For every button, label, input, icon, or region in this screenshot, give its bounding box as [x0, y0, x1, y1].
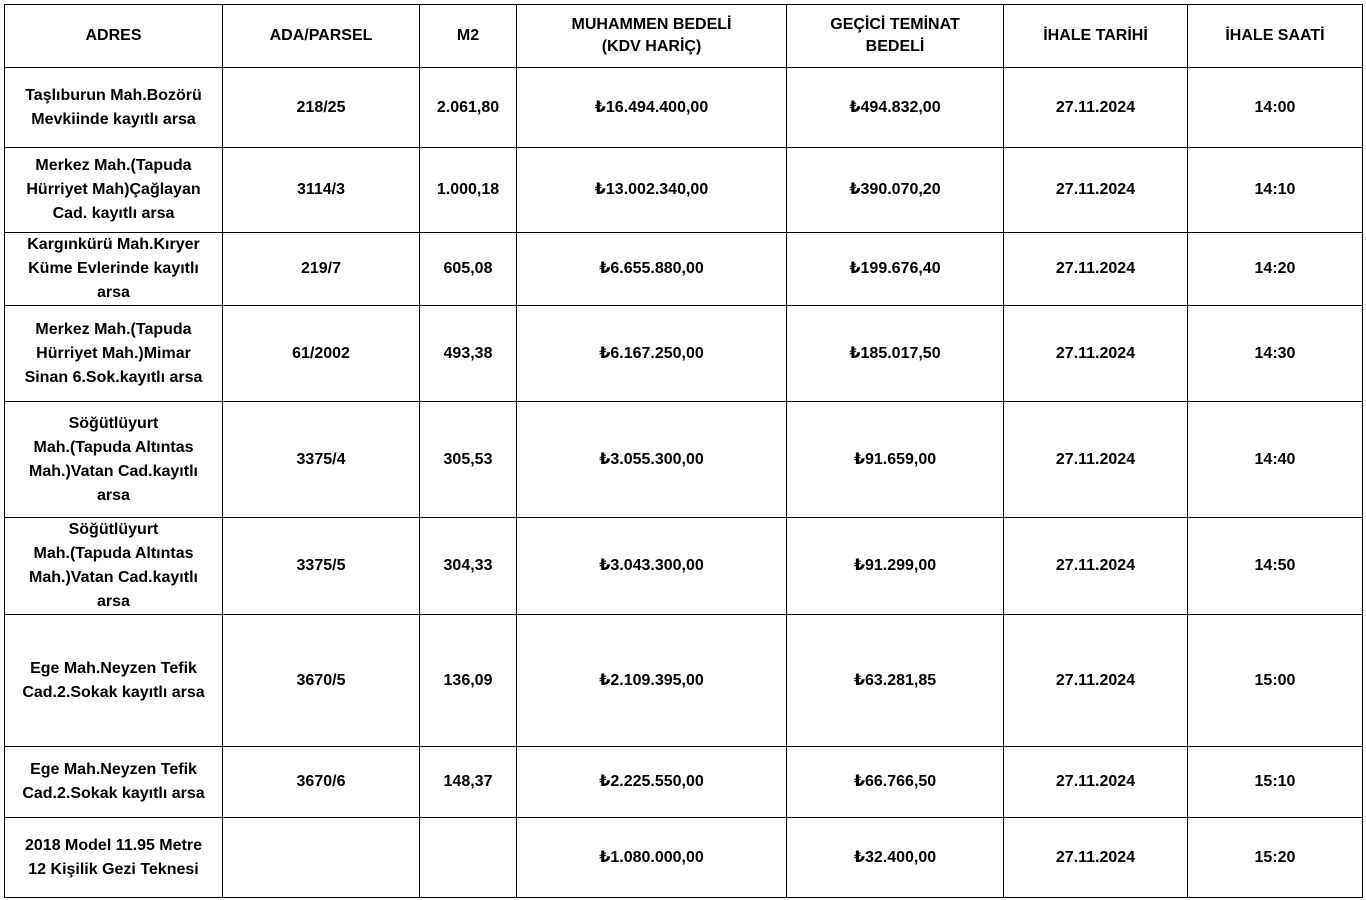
cell-ihale-saati: 14:00 [1188, 68, 1363, 148]
cell-gecici-teminat: ₺494.832,00 [787, 68, 1004, 148]
cell-ihale-tarihi: 27.11.2024 [1004, 148, 1188, 233]
table-row [5, 306, 1363, 402]
cell-ihale-saati: 15:00 [1188, 615, 1363, 747]
adres-line: Cad.2.Sokak kayıtlı arsa [22, 785, 205, 802]
cell-ihale-tarihi: 27.11.2024 [1004, 233, 1188, 306]
cell-ihale-tarihi: 27.11.2024 [1004, 402, 1188, 518]
adres-line: Merkez Mah.(Tapuda [35, 320, 192, 338]
cell-ada-parsel: 218/25 [223, 68, 420, 148]
adres-line: Söğütlüyurt [68, 521, 159, 538]
adres-line: Cad. kayıtlı arsa [52, 205, 175, 222]
table-row [5, 148, 1363, 233]
cell-m2: 304,33 [420, 518, 517, 615]
header-muhammen-line2: (KDV HARİÇ) [601, 38, 702, 55]
adres-line: Mah.(Tapuda Altıntas [33, 545, 194, 562]
cell-muhammen-bedeli: ₺2.109.395,00 [517, 615, 787, 747]
cell-gecici-teminat: ₺199.676,40 [787, 233, 1004, 306]
cell-muhammen-bedeli: ₺1.080.000,00 [517, 818, 787, 898]
cell-muhammen-bedeli: ₺13.002.340,00 [517, 148, 787, 233]
adres-line: Mevkiinde kayıtlı arsa [31, 110, 196, 128]
adres-line: 12 Kişilik Gezi Teknesi [28, 860, 199, 878]
table-row [5, 402, 1363, 518]
adres-line: Kargınkürü Mah.Kıryer [27, 236, 200, 253]
header-m2: M2 [420, 5, 517, 68]
cell-ihale-tarihi: 27.11.2024 [1004, 518, 1188, 615]
header-ada-parsel: ADA/PARSEL [223, 5, 420, 68]
cell-adres [5, 402, 223, 518]
cell-m2: 605,08 [420, 233, 517, 306]
table-row [5, 747, 1363, 818]
table-row [5, 818, 1363, 898]
cell-ada-parsel: 3375/4 [223, 402, 420, 518]
cell-ihale-tarihi: 27.11.2024 [1004, 818, 1188, 898]
cell-ihale-saati: 15:20 [1188, 818, 1363, 898]
cell-ada-parsel: 3670/5 [223, 615, 420, 747]
cell-ihale-saati: 14:30 [1188, 306, 1363, 402]
adres-line: Cad.2.Sokak kayıtlı arsa [22, 683, 205, 701]
table-row [5, 233, 1363, 306]
header-teminat-line2: BEDELİ [865, 38, 925, 55]
adres-line: Mah.(Tapuda Altıntas [33, 438, 194, 456]
cell-adres [5, 68, 223, 148]
cell-muhammen-bedeli: ₺16.494.400,00 [517, 68, 787, 148]
header-muhammen-line1: MUHAMMEN BEDELİ [571, 16, 732, 33]
cell-m2: 1.000,18 [420, 148, 517, 233]
adres-line: 2018 Model 11.95 Metre [25, 836, 202, 854]
adres-line: Merkez Mah.(Tapuda [35, 157, 192, 174]
cell-muhammen-bedeli: ₺6.655.880,00 [517, 233, 787, 306]
cell-ada-parsel [223, 818, 420, 898]
cell-m2: 2.061,80 [420, 68, 517, 148]
cell-ihale-tarihi: 27.11.2024 [1004, 306, 1188, 402]
header-teminat-line1: GEÇİCİ TEMİNAT [830, 16, 960, 33]
cell-gecici-teminat: ₺91.659,00 [787, 402, 1004, 518]
cell-adres [5, 148, 223, 233]
cell-ada-parsel: 3114/3 [223, 148, 420, 233]
adres-line: Hürriyet Mah)Çağlayan [26, 181, 201, 198]
adres-line: Ege Mah.Neyzen Tefik [30, 659, 197, 677]
table-row [5, 518, 1363, 615]
cell-gecici-teminat: ₺66.766,50 [787, 747, 1004, 818]
cell-ihale-saati: 14:50 [1188, 518, 1363, 615]
cell-ada-parsel: 61/2002 [223, 306, 420, 402]
cell-ada-parsel: 3375/5 [223, 518, 420, 615]
adres-line: Hürriyet Mah.)Mimar [36, 344, 191, 362]
cell-gecici-teminat: ₺32.400,00 [787, 818, 1004, 898]
cell-ada-parsel: 3670/6 [223, 747, 420, 818]
cell-m2 [420, 818, 517, 898]
adres-line: Mah.)Vatan Cad.kayıtlı [29, 569, 198, 586]
cell-muhammen-bedeli: ₺3.043.300,00 [517, 518, 787, 615]
header-muhammen-bedeli [517, 5, 787, 68]
header-adres: ADRES [5, 5, 223, 68]
adres-line: Mah.)Vatan Cad.kayıtlı [29, 462, 198, 480]
cell-muhammen-bedeli: ₺2.225.550,00 [517, 747, 787, 818]
cell-adres [5, 306, 223, 402]
cell-m2: 136,09 [420, 615, 517, 747]
cell-gecici-teminat: ₺390.070,20 [787, 148, 1004, 233]
table-header [5, 5, 1363, 68]
adres-line: Küme Evlerinde kayıtlı [28, 260, 199, 277]
header-row [5, 5, 1363, 68]
cell-gecici-teminat: ₺185.017,50 [787, 306, 1004, 402]
table-row [5, 68, 1363, 148]
cell-adres [5, 747, 223, 818]
cell-m2: 305,53 [420, 402, 517, 518]
table-body [5, 68, 1363, 898]
cell-adres [5, 615, 223, 747]
cell-m2: 493,38 [420, 306, 517, 402]
header-gecici-teminat [787, 5, 1004, 68]
cell-ihale-saati: 14:10 [1188, 148, 1363, 233]
cell-ihale-tarihi: 27.11.2024 [1004, 68, 1188, 148]
table-row [5, 615, 1363, 747]
cell-gecici-teminat: ₺63.281,85 [787, 615, 1004, 747]
cell-ada-parsel: 219/7 [223, 233, 420, 306]
cell-ihale-tarihi: 27.11.2024 [1004, 747, 1188, 818]
adres-line: Sinan 6.Sok.kayıtlı arsa [24, 368, 203, 386]
header-ihale-saati: İHALE SAATİ [1188, 5, 1363, 68]
adres-line: arsa [97, 284, 130, 301]
cell-ihale-saati: 14:40 [1188, 402, 1363, 518]
adres-line: Ege Mah.Neyzen Tefik [30, 761, 197, 778]
cell-muhammen-bedeli: ₺6.167.250,00 [517, 306, 787, 402]
cell-gecici-teminat: ₺91.299,00 [787, 518, 1004, 615]
cell-adres [5, 233, 223, 306]
auction-table [4, 4, 1363, 898]
cell-ihale-saati: 15:10 [1188, 747, 1363, 818]
cell-adres [5, 818, 223, 898]
cell-m2: 148,37 [420, 747, 517, 818]
adres-line: arsa [97, 593, 130, 610]
adres-line: arsa [97, 486, 130, 504]
header-ihale-tarihi: İHALE TARİHİ [1004, 5, 1188, 68]
adres-line: Söğütlüyurt [68, 414, 159, 432]
cell-ihale-tarihi: 27.11.2024 [1004, 615, 1188, 747]
cell-muhammen-bedeli: ₺3.055.300,00 [517, 402, 787, 518]
cell-ihale-saati: 14:20 [1188, 233, 1363, 306]
cell-adres [5, 518, 223, 615]
adres-line: Taşlıburun Mah.Bozörü [25, 86, 202, 104]
